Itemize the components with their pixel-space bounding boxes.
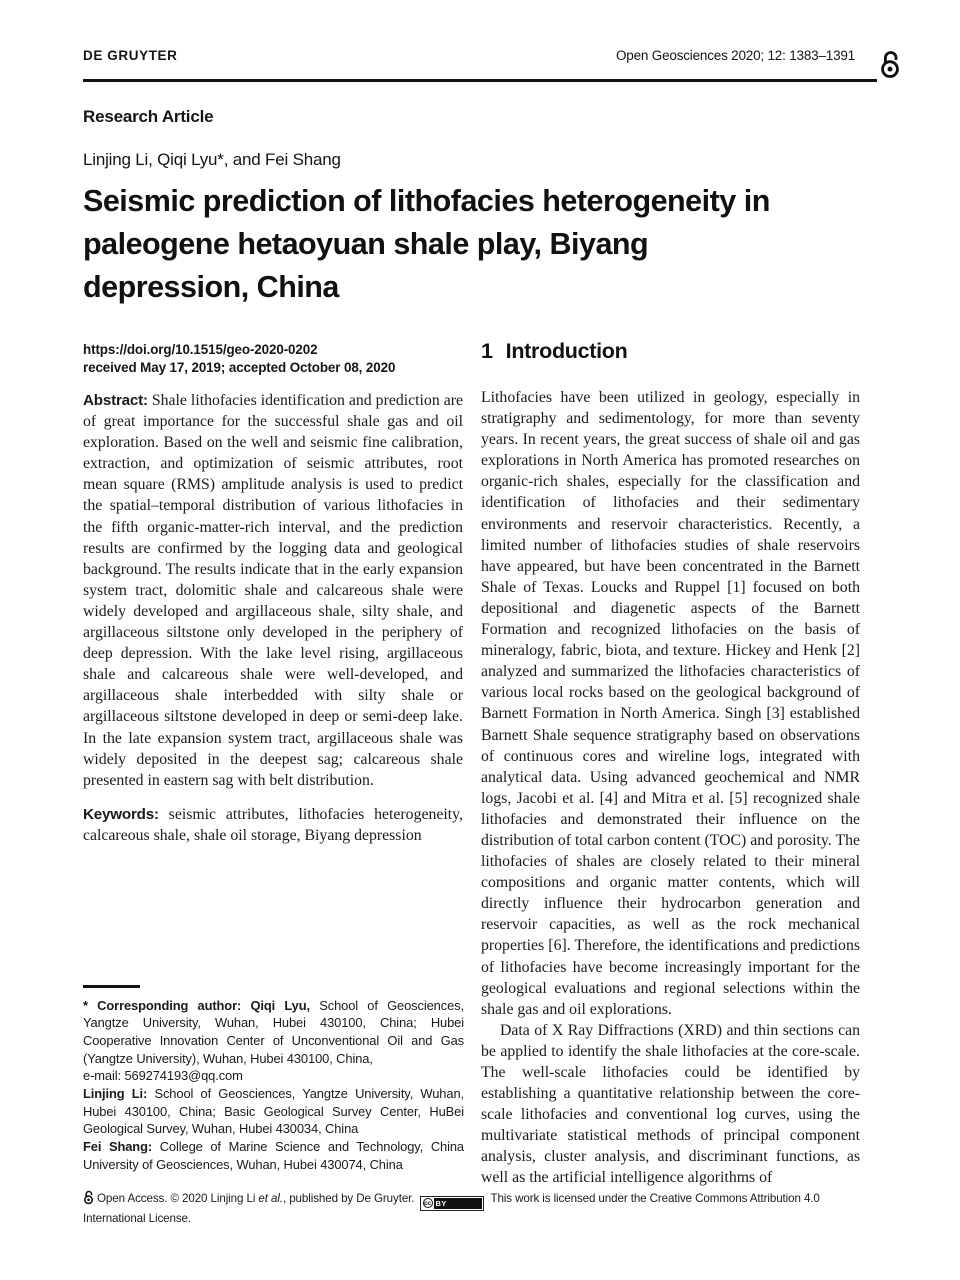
cc-by-label: BY xyxy=(434,1198,482,1209)
open-access-icon xyxy=(879,50,901,84)
introduction-paragraph-2: Data of X Ray Diffractions (XRD) and thin sections can be applied to identify the shale lithofacies at the core-scale. The well-scale lithofacies could be identified by establishing a quantitative relationship between the core-scale lithofacies and conventional log curves, using the multivariate statistical methods of principal component analysis, cluster analysis, and discriminant functions, as well as the artificial intelligence algorithms of xyxy=(481,1021,860,1187)
left-column xyxy=(83,341,463,846)
publisher-logo: DE GRUYTER xyxy=(83,48,178,63)
article-title xyxy=(83,180,883,309)
open-access-icon-small xyxy=(83,1190,94,1210)
license-footer xyxy=(83,1190,881,1226)
author2-label: Fei Shang: xyxy=(83,1139,153,1155)
author2-text: College of Marine Science and Technology, China University of Geosciences, Wuhan, Hubei 430074, China xyxy=(83,1139,465,1172)
footer-license-text: This work is licensed under the Creative Commons Attribution 4.0 International License. xyxy=(83,1192,820,1225)
received-accepted-line: received May 17, 2019; accepted October 08, 2020 xyxy=(83,360,396,375)
cc-icon: cc xyxy=(424,1200,432,1207)
keywords-paragraph xyxy=(83,804,463,846)
corresponding-author-note xyxy=(83,997,464,1086)
abstract-text: Shale lithofacies identification and prediction are of great importance for the successful shale gas and oil exploration. Based on the well and seismic fine calibration, extraction, and optimization of seismic attributes, root mean square (RMS) amplitude analysis is used to predict the spatial–temporal distribution of various lithofacies in the fifth organic-matter-rich interval, and the prediction results are confirmed by the logging data and geological background. The results indicate that in the early expansion system tract, dolomitic shale and calcareous shale were widely developed and argillaceous shale, silty shale, and argillaceous siltstone only developed in the periphery of deep depression. With the lake level rising, argillaceous shale and calcareous shale were well-developed, and argillaceous shale interbedded with silty shale or argillaceous siltstone developed in deep or semi-deep lake. In the late expansion system tract, argillaceous shale was widely deposited in the deepest sag; calcareous shale presented in eastern sag with belt distribution. xyxy=(83,392,463,789)
cc-by-badge[interactable] xyxy=(420,1196,484,1211)
keywords-label: Keywords: xyxy=(83,805,159,823)
section-heading-introduction xyxy=(481,339,860,364)
right-column xyxy=(481,339,860,1189)
journal-citation: Open Geosciences 2020; 12: 1383–1391 xyxy=(616,48,855,63)
author1-text: School of Geosciences, Yangtze University, Wuhan, Hubei 430100, China; Basic Geological Survey Center, HuBei Geological Survey, Wuhan, Hubei 430034, China xyxy=(83,1086,464,1137)
title-line-3: depression, China xyxy=(83,270,339,304)
author2-affiliation-note xyxy=(83,1138,464,1173)
abstract-paragraph xyxy=(83,390,463,791)
abstract-label: Abstract: xyxy=(83,392,148,409)
footnote-block xyxy=(83,985,464,1174)
corresponding-author-label: * Corresponding author: Qiqi Lyu, xyxy=(83,997,310,1013)
section-number: 1 xyxy=(481,339,493,363)
footer-copyright: Open Access. © 2020 Linjing Li xyxy=(97,1192,259,1205)
header-divider xyxy=(83,79,877,82)
title-line-1: Seismic prediction of lithofacies heterogeneity in xyxy=(83,184,770,218)
doi-link[interactable]: https://doi.org/10.1515/geo-2020-0202 xyxy=(83,342,318,357)
footer-etal: et al. xyxy=(258,1192,283,1205)
corresponding-author-email[interactable]: e-mail: 569274193@qq.com xyxy=(83,1068,243,1084)
footnote-divider xyxy=(83,985,140,988)
title-line-2: paleogene hetaoyuan shale play, Biyang xyxy=(83,227,649,261)
section-title: Introduction xyxy=(505,339,628,363)
article-type-label: Research Article xyxy=(83,107,214,126)
author1-affiliation-note xyxy=(83,1085,464,1138)
keywords-text: seismic attributes, lithofacies heterogeneity, calcareous shale, shale oil storage, Biyang depression xyxy=(83,805,463,844)
introduction-paragraph-1: Lithofacies have been utilized in geology, especially in stratigraphy and sedimentology, for more than seventy years. In recent years, the great success of shale oil and gas explorations in North America has promoted researches on organic-rich shales, especially for the classification and identification of lithofacies and their sedimentary environments and reservoir characteristics. Recently, a limited number of lithofacies studies of shale reservoirs have appeared, but have been concentrated in the Barnett Shale of Texas. Loucks and Ruppel [1] focused on both depositional and diagenetic aspects of the Barnett Formation and recognized lithofacies on the basis of mineralogy, fabric, biota, and texture. Hickey and Henk [2] analyzed and summarized the lithofacies characteristics of various local rocks based on the geological background of Barnett Formation in North America. Singh [3] established Barnett Shale sequence stratigraphy based on observations of continuous cores and wireline logs, integrated with analytical data. Using advanced geochemical and NMR logs, Jacobi et al. [4] and Mitra et al. [5] recognized shale lithofacies and demonstrated their influence on the distribution of total carbon content (TOC) and porosity. The lithofacies of shales are closely related to their mineral compositions and organic matter contents, which will directly influence their hydrocarbon generation and reservoir capacities, as well as the rock mechanical properties [6]. Therefore, the identifications and predictions of lithofacies have become increasingly important for the geological evaluations and regional selections within the shale gas and oil explorations. xyxy=(481,389,860,1018)
authors-line: Linjing Li, Qiqi Lyu*, and Fei Shang xyxy=(83,150,341,169)
page-header xyxy=(83,48,855,63)
corresponding-author-text: School of Geosciences, Yangtze University, Wuhan, Hubei 430100, China; Hubei Cooperative Innovation Center of Unconventional Oil and Gas (Yangtze University), Wuhan, Hubei 430100, China, xyxy=(83,997,464,1066)
author1-label: Linjing Li: xyxy=(83,1086,148,1102)
footer-publisher: , published by De Gruyter. xyxy=(282,1192,415,1205)
